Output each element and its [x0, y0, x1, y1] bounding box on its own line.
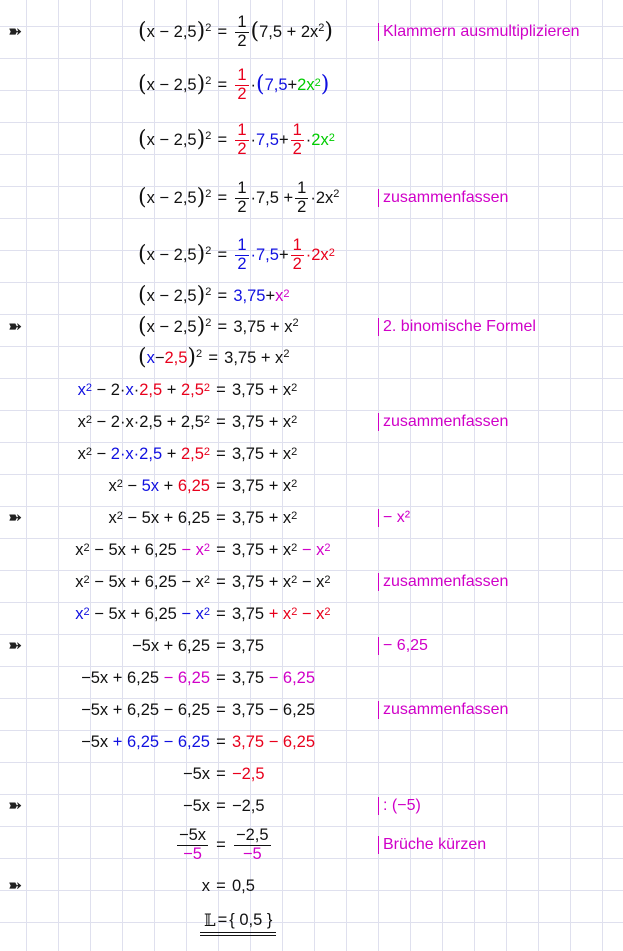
- row-16: [0, 600, 623, 628]
- step-note: − x²: [378, 509, 410, 527]
- row-18: [0, 664, 623, 692]
- row-11: [0, 440, 623, 468]
- equation: −5x + 6,25 − 6,25 = 3,75 − 6,25: [81, 668, 316, 687]
- equation: ( x − 2,5 ) $^2$ = $\frac{1}{2}$ · ( 7,5 + $2x^2$ ): [138, 66, 330, 103]
- row-20: [0, 728, 623, 756]
- row-13: [0, 504, 623, 532]
- step-note: − 6,25: [378, 637, 428, 655]
- row-8: [0, 344, 623, 372]
- step-note: zusammenfassen: [378, 189, 508, 207]
- row-7: [0, 313, 623, 341]
- equation: ( x − 2,5 ) $^2$ = 3,75 + x $^2$: [138, 345, 290, 370]
- equation: $x^2 - 5x + 6,25 - x^2$ = $3,75 + x^2 - x^2$: [75, 540, 331, 559]
- row-result: [0, 906, 623, 940]
- row-19: [0, 696, 623, 724]
- solution-set-symbol: 𝕃: [204, 910, 216, 930]
- row-15: [0, 568, 623, 596]
- step-note: : (−5): [378, 797, 421, 815]
- arrow-marker-icon: ➽: [8, 317, 21, 337]
- row-2: [0, 63, 623, 107]
- row-3: [0, 118, 623, 162]
- step-note: Brüche kürzen: [378, 836, 486, 854]
- equation: $x^2 - 2\cdot x\cdot 2,5 + 2,5^2$ = $3,75 + x^2$: [77, 380, 298, 399]
- step-note: zusammenfassen: [378, 701, 508, 719]
- equation: −5x + 6,25 − 6,25 = 3,75 − 6,25: [81, 700, 316, 719]
- row-12: [0, 472, 623, 500]
- equation: −5x + 6,25 = 3,75: [132, 636, 265, 655]
- step-note: zusammenfassen: [378, 413, 508, 431]
- equation: $\frac{-5x}{-5}$ = $\frac{-2,5}{-5}$: [178, 826, 269, 863]
- row-14: [0, 536, 623, 564]
- row-6: [0, 282, 623, 310]
- row-17: [0, 632, 623, 660]
- equation: $x^2 - 5x + 6,25 - x^2$ = $3,75 + x^2 - x^2$: [75, 572, 331, 591]
- row-22: [0, 792, 623, 820]
- row-5: [0, 233, 623, 277]
- row-21: [0, 760, 623, 788]
- row-24: [0, 872, 623, 900]
- arrow-marker-icon: ➽: [8, 636, 21, 656]
- arrow-marker-icon: ➽: [8, 796, 21, 816]
- equation: ( x − 2,5 ) $^2$ = 3,75 + x $^2$: [138, 314, 299, 339]
- equation: ( x − 2,5 ) $^2$ = $\frac{1}{2}$ ( 7,5 + 2x $^2$ ): [138, 13, 333, 50]
- equation: −5x + 6,25 − 6,25 = 3,75 − 6,25: [81, 732, 316, 751]
- row-10: [0, 408, 623, 436]
- row-4: [0, 176, 623, 220]
- equation: ( x − 2,5 ) $^2$ = $\frac{1}{2}$ ·7,5 + $\frac{1}{2}$ $\cdot 2x^2$: [138, 236, 335, 273]
- equation: ( x − 2,5 ) $^2$ = 3,75 + $x^2$: [138, 283, 290, 308]
- step-note: zusammenfassen: [378, 573, 508, 591]
- step-note: 2. binomische Formel: [378, 318, 536, 336]
- equation: $x^2 - 2\cdot x\cdot 2,5 + 2,5^2$ = $3,75 + x^2$: [77, 412, 298, 431]
- solution-set: 𝕃 = { 0,5 }: [200, 911, 276, 936]
- equation: $x^2 - 5x + 6,25$ = $3,75 + x^2$: [108, 508, 298, 527]
- arrow-marker-icon: ➽: [8, 876, 21, 896]
- equation: ( x − 2,5 ) $^2$ = $\frac{1}{2}$ · 7,5 + $\frac{1}{2}$ · $2x^2$: [138, 121, 335, 158]
- step-note: Klammern ausmultiplizieren: [378, 23, 580, 41]
- row-1: [0, 14, 623, 50]
- equation: $x^2 - 5x + 6,25$ = $3,75 + x^2$: [108, 476, 298, 495]
- equation: x = 0,5: [201, 876, 255, 895]
- equation: ( x − 2,5 ) $^2$ = $\frac{1}{2}$ ·7,5 + $\frac{1}{2}$ ·2x $^2$: [138, 179, 340, 216]
- equation: −5x = −2,5: [182, 764, 265, 783]
- equation: $x^2 - 2\cdot x\cdot 2,5 + 2,5^2$ = $3,75 + x^2$: [77, 444, 298, 463]
- row-23: [0, 822, 623, 868]
- solution-set-value: { 0,5 }: [229, 910, 273, 929]
- row-9: [0, 376, 623, 404]
- arrow-marker-icon: ➽: [8, 22, 21, 42]
- equation: $x^2 - 5x + 6,25 - x^2$ = $3,75 + x^2 - x^2$: [75, 604, 331, 623]
- equation: −5x = −2,5: [182, 796, 265, 815]
- arrow-marker-icon: ➽: [8, 508, 21, 528]
